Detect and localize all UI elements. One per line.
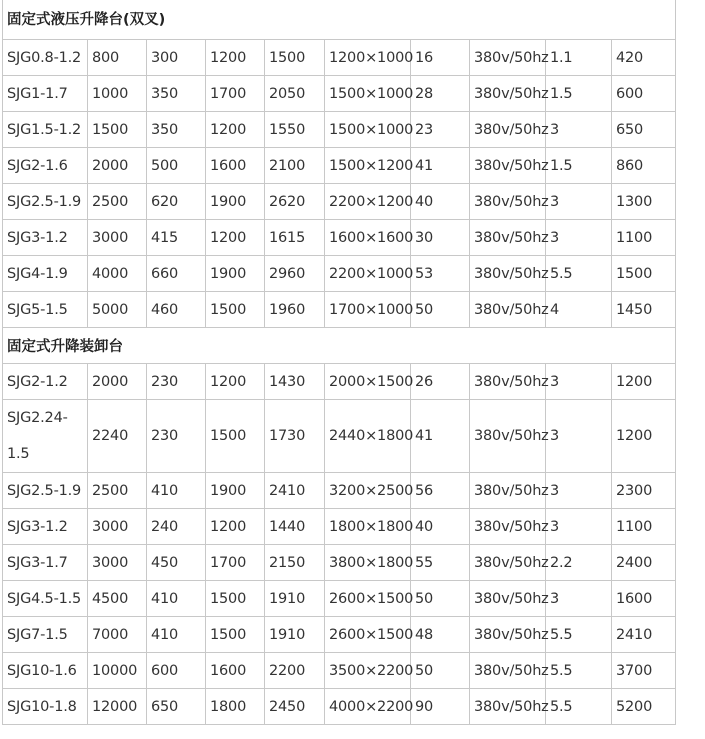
table-cell: 1200	[612, 364, 676, 400]
table-cell: 1200×1000	[325, 40, 411, 76]
table-cell: 5200	[612, 689, 676, 725]
table-row	[3, 545, 676, 581]
model-cell: SJG10-1.8	[3, 689, 88, 725]
table-cell: 1200	[612, 400, 676, 473]
table-cell: 1500	[206, 617, 265, 653]
table-cell: 5.5	[546, 256, 612, 292]
table-cell: 1200	[206, 364, 265, 400]
table-cell: 2000	[88, 364, 147, 400]
table-cell: 7000	[88, 617, 147, 653]
table-cell: 16	[411, 40, 470, 76]
table-cell: 460	[147, 292, 206, 328]
table-cell: 26	[411, 364, 470, 400]
table-cell: 3	[546, 400, 612, 473]
table-cell: 1900	[206, 473, 265, 509]
table-cell: 1960	[265, 292, 325, 328]
table-cell: 1700	[206, 545, 265, 581]
model-cell: SJG3-1.2	[3, 220, 88, 256]
table-cell: 50	[411, 581, 470, 617]
model-cell: SJG5-1.5	[3, 292, 88, 328]
table-cell: 2600×1500	[325, 617, 411, 653]
table-cell: 41	[411, 400, 470, 473]
table-cell: 1500	[206, 400, 265, 473]
table-cell: 48	[411, 617, 470, 653]
table-cell: 4500	[88, 581, 147, 617]
table-cell: 1910	[265, 581, 325, 617]
table-row	[3, 509, 676, 545]
table-cell: 3000	[88, 220, 147, 256]
model-cell: SJG3-1.7	[3, 545, 88, 581]
table-cell: 1730	[265, 400, 325, 473]
table-cell: 3	[546, 112, 612, 148]
table-row	[3, 689, 676, 725]
table-cell: 410	[147, 473, 206, 509]
table-cell: 2400	[612, 545, 676, 581]
table-cell: 2500	[88, 184, 147, 220]
table-cell: 380v/50hz	[470, 112, 546, 148]
table-cell: 2200×1200	[325, 184, 411, 220]
table-cell: 1000	[88, 76, 147, 112]
model-cell: SJG2.5-1.9	[3, 184, 88, 220]
table-cell: 380v/50hz	[470, 400, 546, 473]
table-cell: 3500×2200	[325, 653, 411, 689]
section-header-row	[3, 0, 676, 40]
table-cell: 410	[147, 617, 206, 653]
table-cell: 380v/50hz	[470, 509, 546, 545]
table-cell: 2620	[265, 184, 325, 220]
table-cell: 1200	[206, 509, 265, 545]
section-title: 固定式液压升降台(双叉)	[3, 0, 676, 40]
table-cell: 1600	[206, 653, 265, 689]
table-cell: 56	[411, 473, 470, 509]
table-cell: 55	[411, 545, 470, 581]
table-cell: 650	[147, 689, 206, 725]
table-row	[3, 617, 676, 653]
table-cell: 40	[411, 184, 470, 220]
table-cell: 28	[411, 76, 470, 112]
table-cell: 2150	[265, 545, 325, 581]
table-cell: 2240	[88, 400, 147, 473]
table-row	[3, 148, 676, 184]
table-cell: 4000×2200	[325, 689, 411, 725]
table-cell: 380v/50hz	[470, 689, 546, 725]
table-cell: 380v/50hz	[470, 256, 546, 292]
table-cell: 350	[147, 76, 206, 112]
table-cell: 500	[147, 148, 206, 184]
table-cell: 380v/50hz	[470, 617, 546, 653]
table-cell: 1100	[612, 509, 676, 545]
table-cell: 380v/50hz	[470, 581, 546, 617]
table-row	[3, 184, 676, 220]
table-cell: 2200	[265, 653, 325, 689]
table-cell: 1800×1800	[325, 509, 411, 545]
table-cell: 1200	[206, 40, 265, 76]
table-cell: 1550	[265, 112, 325, 148]
table-cell: 240	[147, 509, 206, 545]
table-cell: 2050	[265, 76, 325, 112]
section-title: 固定式升降装卸台	[3, 328, 676, 364]
table-cell: 2960	[265, 256, 325, 292]
model-cell: SJG4-1.9	[3, 256, 88, 292]
table-cell: 3	[546, 184, 612, 220]
table-cell: 2440×1800	[325, 400, 411, 473]
table-cell: 23	[411, 112, 470, 148]
table-cell: 620	[147, 184, 206, 220]
table-cell: 1700×1000	[325, 292, 411, 328]
table-cell: 40	[411, 509, 470, 545]
table-cell: 3	[546, 364, 612, 400]
table-cell: 1500	[206, 581, 265, 617]
spec-table-container	[2, 0, 676, 725]
table-cell: 2200×1000	[325, 256, 411, 292]
model-cell: SJG1-1.7	[3, 76, 88, 112]
table-cell: 450	[147, 545, 206, 581]
table-cell: 1450	[612, 292, 676, 328]
table-cell: 1500×1000	[325, 76, 411, 112]
table-cell: 2000	[88, 148, 147, 184]
model-cell: SJG1.5-1.2	[3, 112, 88, 148]
table-row	[3, 581, 676, 617]
table-cell: 5.5	[546, 689, 612, 725]
table-cell: 1.1	[546, 40, 612, 76]
table-cell: 3	[546, 220, 612, 256]
model-cell: SJG4.5-1.5	[3, 581, 88, 617]
table-cell: 41	[411, 148, 470, 184]
table-cell: 2410	[265, 473, 325, 509]
table-cell: 1500	[265, 40, 325, 76]
table-cell: 90	[411, 689, 470, 725]
table-cell: 50	[411, 292, 470, 328]
table-cell: 1900	[206, 256, 265, 292]
table-cell: 1440	[265, 509, 325, 545]
table-cell: 2600×1500	[325, 581, 411, 617]
table-row	[3, 76, 676, 112]
table-cell: 600	[612, 76, 676, 112]
table-cell: 5000	[88, 292, 147, 328]
table-cell: 3	[546, 581, 612, 617]
table-cell: 380v/50hz	[470, 220, 546, 256]
table-cell: 4000	[88, 256, 147, 292]
table-cell: 600	[147, 653, 206, 689]
table-cell: 5.5	[546, 617, 612, 653]
table-row	[3, 220, 676, 256]
model-cell: SJG2.24-1.5	[3, 400, 88, 473]
model-cell: SJG2-1.6	[3, 148, 88, 184]
table-cell: 1500	[206, 292, 265, 328]
table-cell: 380v/50hz	[470, 473, 546, 509]
table-cell: 380v/50hz	[470, 364, 546, 400]
table-cell: 1300	[612, 184, 676, 220]
model-cell: SJG10-1.6	[3, 653, 88, 689]
model-cell: SJG7-1.5	[3, 617, 88, 653]
section-header-row	[3, 328, 676, 364]
table-cell: 1200	[206, 112, 265, 148]
table-cell: 1.5	[546, 148, 612, 184]
table-cell: 53	[411, 256, 470, 292]
table-cell: 1200	[206, 220, 265, 256]
lift-spec-table	[2, 0, 676, 725]
table-cell: 380v/50hz	[470, 40, 546, 76]
table-cell: 380v/50hz	[470, 184, 546, 220]
table-cell: 12000	[88, 689, 147, 725]
table-cell: 2500	[88, 473, 147, 509]
table-cell: 1600×1600	[325, 220, 411, 256]
table-cell: 1800	[206, 689, 265, 725]
table-cell: 380v/50hz	[470, 292, 546, 328]
table-cell: 3200×2500	[325, 473, 411, 509]
table-cell: 1500	[612, 256, 676, 292]
table-cell: 1900	[206, 184, 265, 220]
table-cell: 2450	[265, 689, 325, 725]
table-cell: 380v/50hz	[470, 76, 546, 112]
table-cell: 650	[612, 112, 676, 148]
table-cell: 1600	[612, 581, 676, 617]
table-cell: 300	[147, 40, 206, 76]
table-cell: 1910	[265, 617, 325, 653]
table-cell: 380v/50hz	[470, 545, 546, 581]
model-cell: SJG3-1.2	[3, 509, 88, 545]
table-cell: 1.5	[546, 76, 612, 112]
table-cell: 380v/50hz	[470, 653, 546, 689]
table-cell: 5.5	[546, 653, 612, 689]
model-cell: SJG2-1.2	[3, 364, 88, 400]
table-cell: 1500	[88, 112, 147, 148]
table-cell: 230	[147, 364, 206, 400]
table-cell: 420	[612, 40, 676, 76]
table-row	[3, 473, 676, 509]
table-cell: 380v/50hz	[470, 148, 546, 184]
table-cell: 3000	[88, 545, 147, 581]
table-cell: 2100	[265, 148, 325, 184]
table-cell: 1600	[206, 148, 265, 184]
table-row	[3, 112, 676, 148]
model-cell: SJG2.5-1.9	[3, 473, 88, 509]
table-cell: 2410	[612, 617, 676, 653]
table-cell: 1615	[265, 220, 325, 256]
table-row	[3, 364, 676, 400]
table-cell: 10000	[88, 653, 147, 689]
table-cell: 2300	[612, 473, 676, 509]
table-cell: 3	[546, 473, 612, 509]
table-cell: 1430	[265, 364, 325, 400]
table-cell: 3700	[612, 653, 676, 689]
table-cell: 3800×1800	[325, 545, 411, 581]
table-cell: 350	[147, 112, 206, 148]
table-cell: 860	[612, 148, 676, 184]
table-cell: 415	[147, 220, 206, 256]
table-row	[3, 256, 676, 292]
table-cell: 1500×1000	[325, 112, 411, 148]
table-cell: 3	[546, 509, 612, 545]
table-row	[3, 653, 676, 689]
table-cell: 800	[88, 40, 147, 76]
table-row	[3, 292, 676, 328]
table-row	[3, 400, 676, 473]
table-cell: 50	[411, 653, 470, 689]
table-cell: 1500×1200	[325, 148, 411, 184]
spec-table-body	[3, 0, 676, 725]
table-cell: 1700	[206, 76, 265, 112]
table-cell: 230	[147, 400, 206, 473]
table-cell: 3000	[88, 509, 147, 545]
table-cell: 2000×1500	[325, 364, 411, 400]
table-cell: 2.2	[546, 545, 612, 581]
table-cell: 4	[546, 292, 612, 328]
model-cell: SJG0.8-1.2	[3, 40, 88, 76]
table-cell: 1100	[612, 220, 676, 256]
table-cell: 660	[147, 256, 206, 292]
table-row	[3, 40, 676, 76]
table-cell: 30	[411, 220, 470, 256]
table-cell: 410	[147, 581, 206, 617]
